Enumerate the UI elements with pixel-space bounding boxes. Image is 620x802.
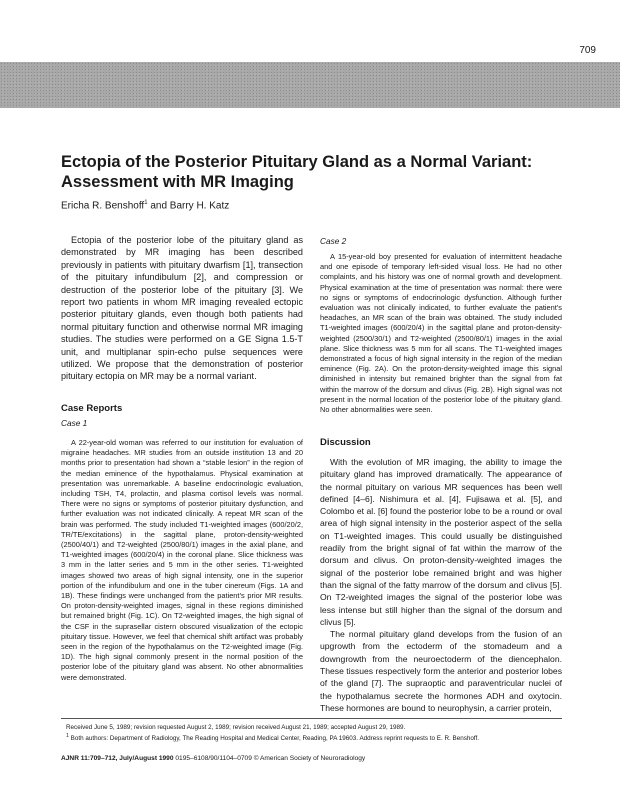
case-reports-section	[61, 403, 303, 683]
discussion-section	[320, 437, 562, 714]
abstract: Ectopia of the posterior lobe of the pituitary gland as demonstrated by MR imaging has been described previously in patients with pituitary dwarfism [1], transection of the pituitary infundibulum [2], and compression or destruction of the posterior lobe of the pituitary [3]. We report two patients in whom MR imaging revealed ectopic posterior pituitary glands, even though both patients had normal pituitary function and otherwise normal MR imaging studies. The studies were performed on a GE Signa 1.5-T unit, and multiplanar spin-echo pulse sequences were utilized. We propose that the demonstration of posterior pituitary ectopia on MR may be a normal variant.	[61, 235, 303, 382]
article-title: Ectopia of the Posterior Pituitary Gland as a Normal Variant: Assessment with MR Imaging	[61, 153, 533, 191]
case-reports-heading: Case Reports	[61, 403, 123, 414]
author-1: Ericha R. Benshoff	[61, 200, 145, 212]
case-2-section	[320, 236, 562, 415]
authors	[61, 200, 229, 211]
case-2-label: Case 2	[320, 236, 347, 246]
footnote-affiliation-text: Both authors: Department of Radiology, The Reading Hospital and Medical Center, Reading, PA 19603. Address reprint requests to E. R. Benshoff.	[68, 735, 480, 743]
case-2-text: A 15-year-old boy presented for evaluation of intermittent headache and one episode of temporary left-sided visual loss. He had no other complaints, and his history was one of normal growth and development. Physical examination at the time of presentation was normal: there were no signs or symptoms of endocrinologic dysfunction. Although further evaluation was not clinically indicated, to further evaluate the patient’s headaches, an MR scan of the brain was obtained. The study included T1-weighted images (600/20/4) in the sagittal plane and proton-density-weighted (2500/30/1) and T2-weighted (2500/80/1) images in the axial plane. Slice thickness was 5 mm for all scans. The T1-weighted images demonstrated a focus of high signal intensity in the region of the median eminence (Fig. 2A). On the proton-density-weighted image this signal diminished in intensity but remained brighter than the signal from fat within the marrow of the dorsum and clivus (Fig. 2B). High signal was not present in the normal location of the posterior lobe of the pituitary gland. No other abnormalities were seen.	[320, 252, 562, 415]
discussion-paragraph-2: The normal pituitary gland develops from the fusion of an upgrowth from the ectoderm of the stomadeum and a downgrowth from the neuroectoderm of the diencephalon. These tissues respectively form the anterior and posterior lobes of the gland [7]. The supraoptic and paraventricular nuclei of the hypothalamus secrete the hormones ADH and oxytocin. These hormones are bound to neurophysin, a carrier protein,	[320, 629, 562, 713]
author-1-superscript: 1	[144, 200, 148, 206]
footnote-received: Received June 5, 1989; revision requested August 2, 1989; revision received August 21, 1989; accepted August 29, 1989.	[66, 724, 406, 731]
journal-name: AJNR 11:709–712, July/August 1990	[61, 755, 174, 762]
discussion-paragraph-1: With the evolution of MR imaging, the ability to image the pituitary gland has improved dramatically. The appearance of the normal pituitary on various MR sequences has been well defined [4–6]. Nishimura et al. [4], Fujisawa et al. [5], and Colombo et al. [6] found the posterior lobe to be a round or oval area of high signal intensity in the posterior aspect of the sella on T1-weighted images. This could usually be distinguished readily from the bright signal of fat within the marrow of the dorsum and clivus. On proton-density-weighted images the signal of the posterior lobe remained bright and was higher than the signal of the fatty marrow of the dorsum and clivus [5]. On T2-weighted images the signal of the posterior lobe was less intense but still higher than the signal of the dorsum and clivus [5].	[320, 457, 562, 627]
discussion-heading: Discussion	[320, 437, 371, 448]
journal-citation	[61, 755, 365, 762]
header-band	[0, 62, 620, 108]
journal-copyright: 0195–6108/90/1104–0709 © American Society of Neuroradiology	[173, 755, 366, 762]
footnote-affiliation	[66, 732, 479, 743]
footnote-affiliation-marker: 1	[66, 733, 69, 739]
page-number: 709	[579, 45, 596, 56]
case-1-text: A 22-year-old woman was referred to our institution for evaluation of migraine headaches. MR studies from an outside institution 13 and 20 months prior to presentation had shown a “stable lesion” in the region of the median eminence of the hypothalamus. Physical examination at presentation was unremarkable. A baseline endocrinologic evaluation, including TSH, T4, prolactin, and plasma cortisol levels was normal. There were no signs or symptoms of posterior pituitary dysfunction, and further evaluation was not indicated clinically. A repeat MR scan of the brain was performed. The study included T1-weighted images (600/20/2, TR/TE/excitations) in the sagittal plane, proton-density-weighted (2500/40/1) and T2-weighted (2500/80/1) images in the axial plane, and T1-weighted images (600/20/4) in the coronal plane. Slice thickness was 3 mm in the latter series and 5 mm in the other series. T1-weighted images showed two areas of high signal intensity, one in the superior portion of the infundibulum and one in the tuber cinereum (Figs. 1A and 1B). These findings were unchanged from the patient’s prior MR results. On proton-density-weighted images, signal in these regions diminished but remained bright (Fig. 1C). On T2-weighted images, the high signal of the CSF in the suprasellar cistern obscured visualization of the ectopic pituitary tissue. However, we feel that chemical shift artifact was probably seen in the region of the hypothalamus on the T2-weighted image (Fig. 1D). The high signal commonly present in the normal position of the posterior lobe of the pituitary gland was absent. No other abnormalities were demonstrated.	[61, 438, 303, 682]
author-2: and Barry H. Katz	[147, 200, 230, 212]
footnote-rule	[61, 718, 562, 719]
case-1-label: Case 1	[61, 418, 88, 428]
